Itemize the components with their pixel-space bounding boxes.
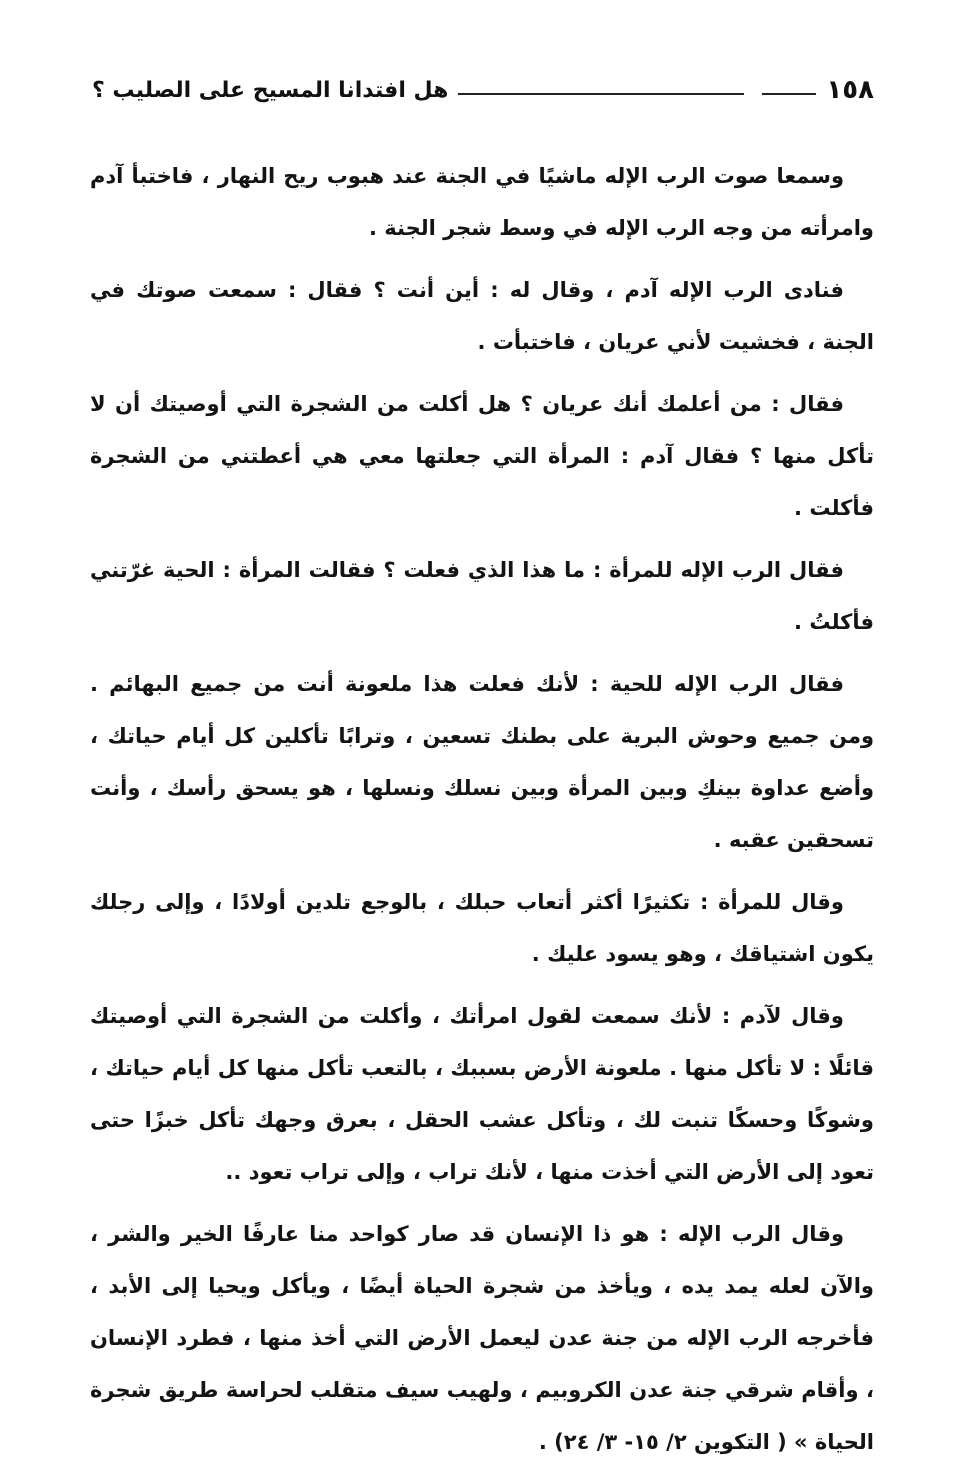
header-rule-long bbox=[458, 93, 744, 95]
body-text bbox=[90, 150, 874, 1478]
paragraph: فنادى الرب الإله آدم ، وقال له : أين أنت ؟ فقال : سمعت صوتك في الجنة ، فخشيت لأني عريان ، فاختبأت . bbox=[90, 278, 874, 354]
paragraph: فقال الرب الإله للحية : لأنك فعلت هذا ملعونة أنت من جميع البهائم . ومن جميع وحوش البرية على بطنك تسعين ، وترابًا تأكلين كل أيام حياتك ، وأضع عداوة بينكِ وبين المرأة وبين نسلك ونسلها ، هو يسحق رأسك ، وأنت تسحقين عقبه . bbox=[90, 672, 874, 852]
paragraph: وقال لآدم : لأنك سمعت لقول امرأتك ، وأكلت من الشجرة التي أوصيتك قائلًا : لا تأكل منها . ملعونة الأرض بسببك ، بالتعب تأكل منها كل أيام حياتك ، وشوكًا وحسكًا تنبت لك ، وتأكل عشب الحقل ، بعرق وجهك تأكل خبزًا حتى تعود إلى الأرض التي أخذت منها ، لأنك تراب ، وإلى تراب تعود .. bbox=[90, 1004, 874, 1184]
page-header bbox=[92, 72, 874, 108]
paragraph: وقال الرب الإله : هو ذا الإنسان قد صار كواحد منا عارفًا الخير والشر ، والآن لعله يمد يده ، ويأخذ من شجرة الحياة أيضًا ، ويأكل ويحيا إلى الأبد ، فأخرجه الرب الإله من جنة عدن ليعمل الأرض التي أخذ منها ، فطرد الإنسان ، وأقام شرقي جنة عدن الكروبيم ، ولهيب سيف متقلب لحراسة طريق شجرة الحياة » ( التكوين ٢/ ١٥- ٣/ ٢٤) . bbox=[90, 1222, 874, 1454]
paragraph: فقال الرب الإله للمرأة : ما هذا الذي فعلت ؟ فقالت المرأة : الحية غرّتني فأكلتُ . bbox=[90, 558, 874, 634]
running-title: هل افتدانا المسيح على الصليب ؟ bbox=[92, 77, 449, 103]
paragraph: فقال : من أعلمك أنك عريان ؟ هل أكلت من الشجرة التي أوصيتك أن لا تأكل منها ؟ فقال آدم : المرأة التي جعلتها معي هي أعطتني من الشجرة فأكلت . bbox=[90, 392, 874, 520]
paragraph: وقال للمرأة : تكثيرًا أكثر أتعاب حبلك ، بالوجع تلدين أولادًا ، وإلى رجلك يكون اشتياقك ، وهو يسود عليك . bbox=[90, 890, 874, 966]
header-rule-short bbox=[762, 93, 816, 95]
page-number: ١٥٨ bbox=[826, 75, 874, 105]
paragraph: وسمعا صوت الرب الإله ماشيًا في الجنة عند هبوب ريح النهار ، فاختبأ آدم وامرأته من وجه الرب الإله في وسط شجر الجنة . bbox=[90, 164, 874, 240]
